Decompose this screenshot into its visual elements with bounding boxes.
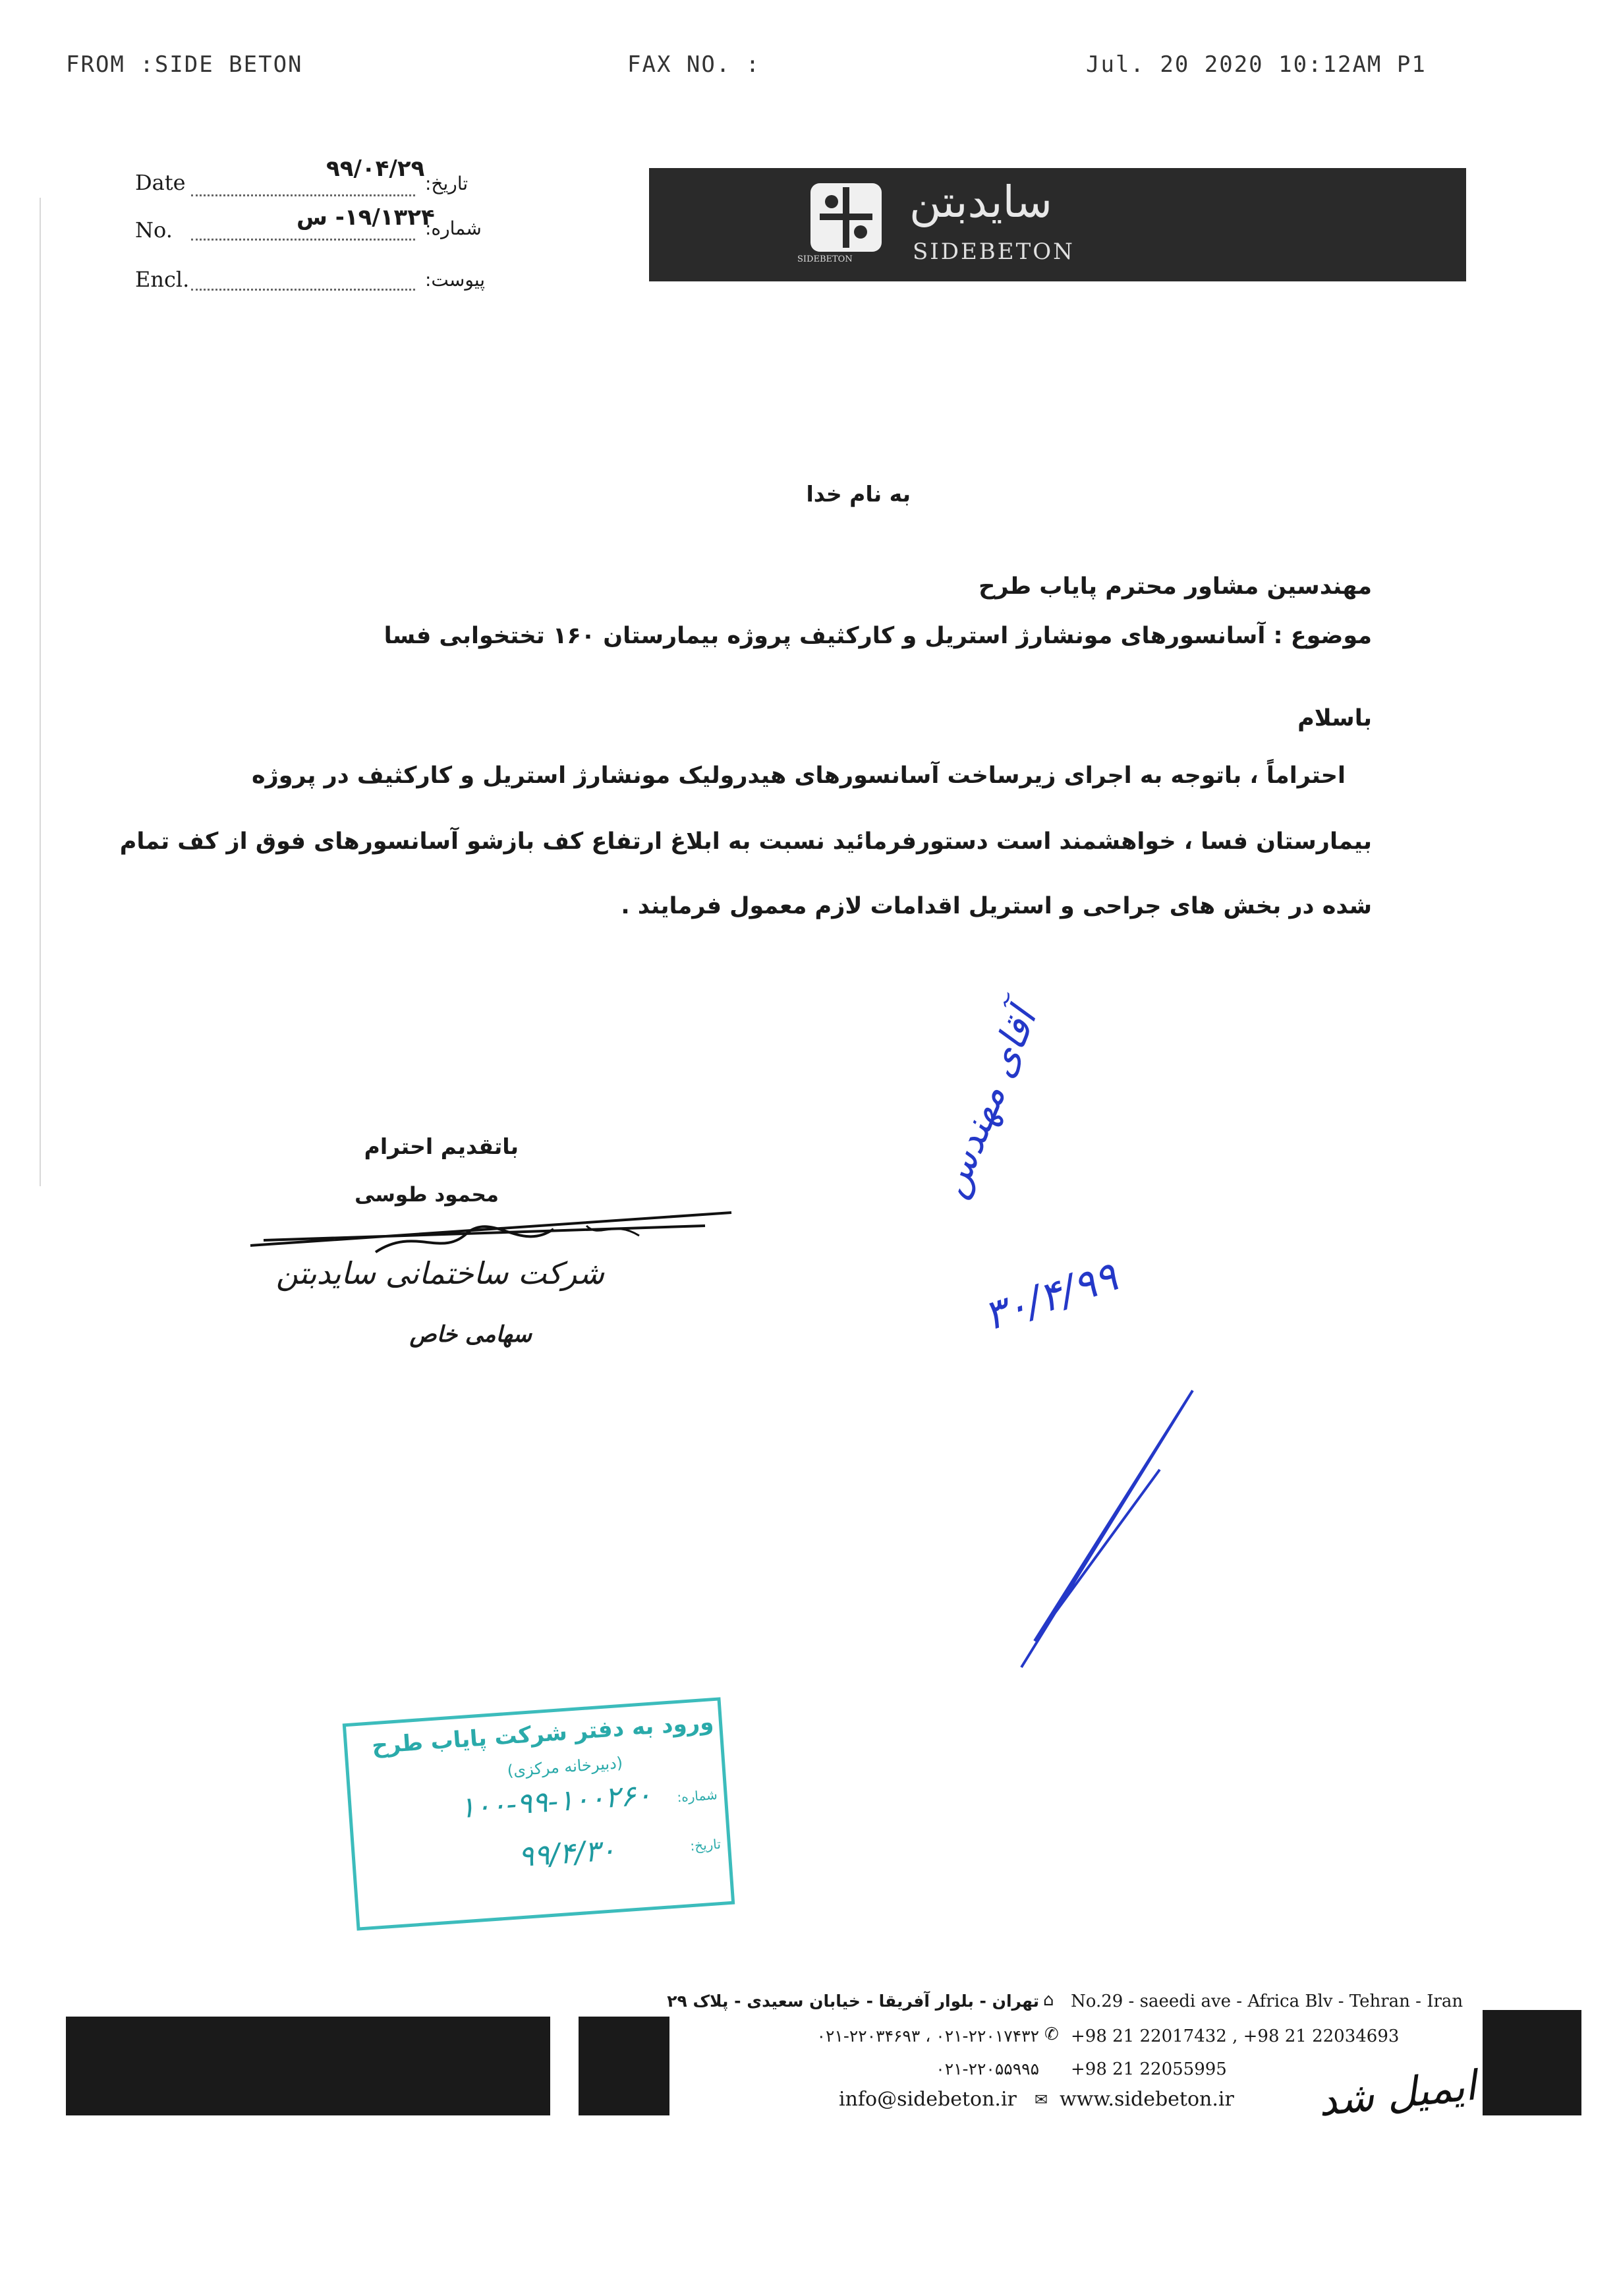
footer-email[interactable]: info@sidebeton.ir [839,2088,1017,2111]
logo-name-en: SIDEBETON [913,239,1075,265]
paragraph-line: احتراماً ، باتوجه به اجرای زیرساخت آسانسورهای هیدرولیک مونشارژ استریل و کارکثیف در پروژه [251,762,1346,789]
sidebeton-logo-icon [810,183,882,252]
subject: موضوع : آسانسورهای مونشارژ استریل و کارکثیف پروژه بیمارستان ۱۶۰ تختخوابی فسا [383,623,1372,649]
fax-from: FROM :SIDE BETON [66,51,303,78]
recipient: مهندسین مشاور محترم پایاب طرح [979,573,1372,600]
handwritten-note-date: ۳۰/۴/۹۹ [977,1251,1123,1340]
logo-small-text: SIDEBETON [797,254,853,264]
encl-label: Encl. [135,267,190,292]
handwritten-note-addressee: آقای مهندس [929,1002,1046,1203]
stamp-number-label: شماره: [676,1787,718,1806]
footer-fax-en: +98 21 22055995 [1071,2059,1227,2079]
date-value: ۹۹/۰۴/۲۹ [326,156,425,182]
fax-number: FAX NO. : [627,51,761,78]
phone-icon: ✆ [1044,2024,1059,2044]
footer-fax-fa: ۰۲۱-۲۲۰۵۵۹۹۵ [936,2059,1039,2079]
handwritten-check-stroke [1015,1384,1212,1674]
fax-timestamp: Jul. 20 2020 10:12AM P1 [1086,51,1427,78]
company-stamp-line1: شرکت ساختمانی سایدبتن [275,1255,604,1291]
stamp-date-value: ۹۹/۴/۳۰ [517,1833,617,1874]
footer-address-en: No.29 - saeedi ave - Africa Blv - Tehran - Iran [1071,1992,1463,2011]
number-label-fa: شماره: [425,217,482,239]
company-stamp-line2: سهامی خاص [409,1321,532,1348]
closing: باتقدیم احترام [364,1134,519,1159]
encl-label-fa: پیوست: [425,269,486,291]
date-line [191,194,415,196]
stamp-subtitle: (دبیرخانه مرکزی) [506,1753,623,1781]
footer-dark-block-left [66,2017,550,2115]
scan-margin-mark [40,198,41,1186]
invocation: به نام خدا [806,481,911,507]
paragraph-line: شده در بخش های جراحی و استریل اقدامات لازم معمول فرمایند . [621,893,1372,919]
logo-name-fa: سایدبتن [909,177,1052,227]
stamp-date-label: تاریخ: [689,1835,722,1854]
encl-line [191,289,415,291]
date-label-fa: تاریخ: [425,173,469,194]
stamp-number-value: ۱۰۰-۹۹-۱۰۰۲۶۰ [458,1778,653,1825]
date-label: Date [135,170,186,195]
greeting: باسلام [1297,705,1372,732]
signer-name: محمود طوسی [355,1183,499,1207]
footer-phones-en: +98 21 22017432 , +98 21 22034693 [1071,2026,1400,2046]
home-icon: ⌂ [1043,1990,1054,2010]
handwritten-bottom-note: ایمیل شد [1315,2061,1479,2126]
footer-dark-block-right [1483,2010,1581,2115]
footer-address-fa: تهران - بلوار آفریقا - خیابان سعیدی - پلاک ۲۹ [667,1992,1039,2011]
footer-dark-block-mid [579,2017,669,2115]
number-label: No. [135,217,173,243]
number-line [191,239,415,241]
paragraph-line: بیمارستان فسا ، خواهشمند است دستورفرمائید نسبت به ابلاغ ارتفاع کف بازشو آسانسورهای فوق از کف تمام [119,828,1372,855]
receipt-stamp [343,1697,735,1930]
stamp-title: ورود به دفتر شرکت پایاب طرح [370,1709,715,1760]
email-icon: ✉ [1035,2090,1048,2109]
footer-phones-fa: ۰۲۱-۲۲۰۱۷۴۳۲ ، ۰۲۱-۲۲۰۳۴۶۹۳ [816,2026,1039,2046]
number-value: ۱۹/۱۳۲۴- س [297,204,435,231]
footer-website[interactable]: www.sidebeton.ir [1060,2088,1234,2111]
